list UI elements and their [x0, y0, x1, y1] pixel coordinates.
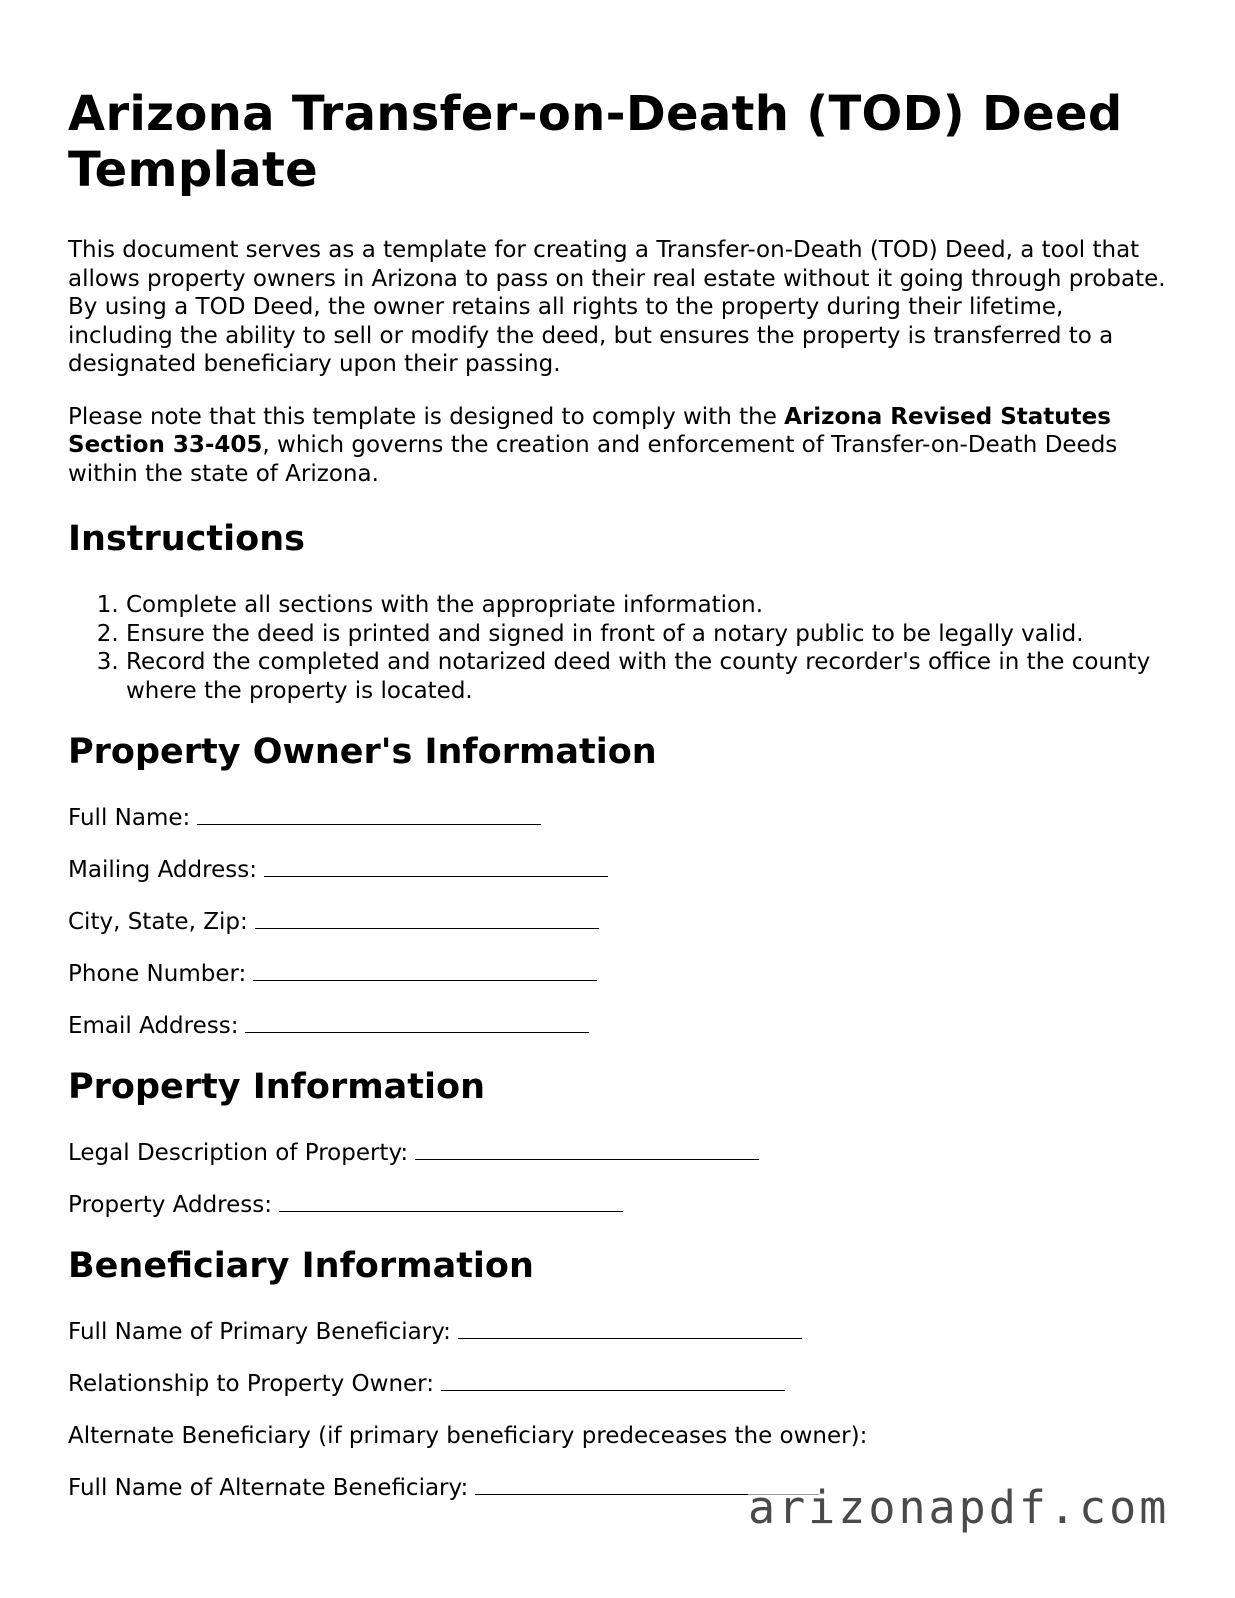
statute-suffix: , which governs the creation and enforcement of Transfer-on-Death Deeds within the state of Arizona. [68, 432, 1118, 487]
fill-in-line[interactable] [245, 1012, 589, 1033]
statute-paragraph [68, 403, 1168, 489]
owner-section-heading: Property Owner's Information [68, 732, 657, 772]
fill-in-line[interactable] [197, 804, 541, 825]
owner-city-state-zip-field [68, 908, 1168, 936]
alternate-beneficiary-note [68, 1422, 1168, 1450]
field-label: Full Name of Primary Beneficiary: [68, 1319, 451, 1345]
document-title: Arizona Transfer-on-Death (TOD) Deed Template [68, 86, 1123, 198]
beneficiary-relationship-field [68, 1370, 1168, 1398]
statute-prefix: Please note that this template is designed to comply with the [68, 403, 785, 430]
fill-in-line[interactable] [279, 1191, 623, 1212]
owner-email-field [68, 1012, 1168, 1040]
field-label: Full Name: [68, 805, 191, 831]
property-section-heading: Property Information [68, 1067, 485, 1107]
field-label: Legal Description of Property: [68, 1140, 409, 1166]
statute-reference: Arizona Revised Statutes Section 33-405 [68, 403, 1111, 458]
field-label: City, State, Zip: [68, 909, 248, 935]
owner-phone-field [68, 960, 1168, 988]
instruction-step: 3. Record the completed and notarized deed with the county recorder's office in the county where the property is located. [126, 648, 1168, 705]
fill-in-line[interactable] [264, 856, 608, 877]
beneficiary-section-heading: Beneficiary Information [68, 1246, 534, 1286]
site-watermark: arizonapdf.com [748, 1481, 1170, 1534]
instruction-step: 2. Ensure the deed is printed and signed in front of a notary public to be legally valid. [126, 620, 1168, 649]
note-text: Alternate Beneficiary (if primary beneficiary predeceases the owner): [68, 1423, 868, 1449]
owner-mailing-address-field [68, 856, 1168, 884]
instructions-list [68, 591, 1168, 705]
fill-in-line[interactable] [441, 1370, 785, 1391]
fill-in-line[interactable] [255, 908, 599, 929]
instructions-heading: Instructions [68, 519, 305, 559]
field-label: Mailing Address: [68, 857, 257, 883]
document-page [68, 86, 1168, 1526]
primary-beneficiary-name-field [68, 1318, 1168, 1346]
fill-in-line[interactable] [415, 1139, 759, 1160]
fill-in-line[interactable] [253, 960, 597, 981]
field-label: Property Address: [68, 1192, 272, 1218]
intro-paragraph: This document serves as a template for creating a Transfer-on-Death (TOD) Deed, a tool that allows property owners in Arizona to pass on their real estate without it going through probate. By using a TOD Deed, the owner retains all rights to the property during their lifetime, including the ability to sell or modify the deed, but ensures the property is transferred to a designated beneficiary upon their passing. [68, 237, 1166, 377]
property-legal-description-field [68, 1139, 1168, 1167]
field-label: Relationship to Property Owner: [68, 1371, 434, 1397]
field-label: Email Address: [68, 1013, 239, 1039]
owner-full-name-field [68, 804, 1168, 832]
field-label: Full Name of Alternate Beneficiary: [68, 1475, 469, 1501]
property-address-field [68, 1191, 1168, 1219]
fill-in-line[interactable] [458, 1318, 802, 1339]
field-label: Phone Number: [68, 961, 247, 987]
instruction-step: 1. Complete all sections with the appropriate information. [126, 591, 1168, 620]
